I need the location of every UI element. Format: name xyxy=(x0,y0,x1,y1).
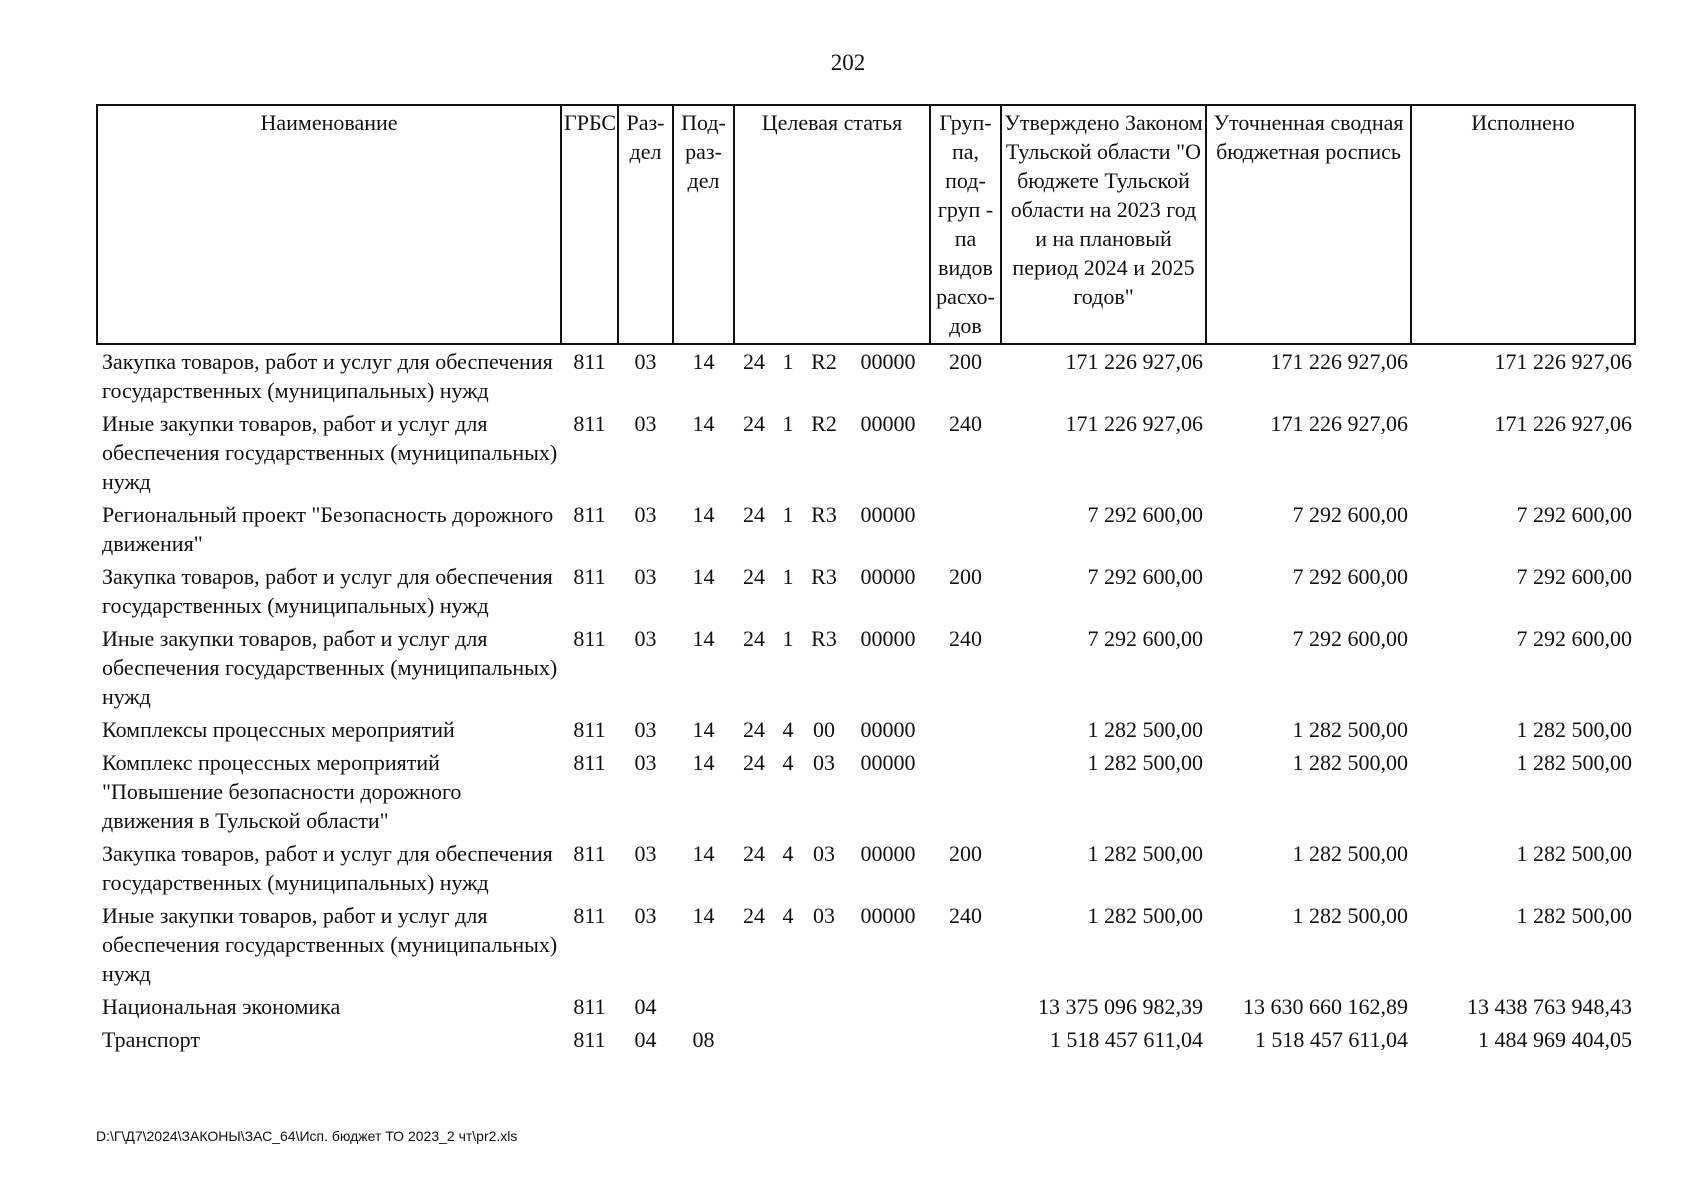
cell-podrazdel: 14 xyxy=(692,750,715,775)
table-row xyxy=(97,498,1635,560)
cell-utv: 13 375 096 982,39 xyxy=(1038,994,1203,1019)
header-utverzhdeno: Утверждено Законом Тульской области "О бюджете Тульской области на 2023 год и на плановый период 2024 и 2025 годов" xyxy=(1001,105,1206,344)
cell-utoch: 1 282 500,00 xyxy=(1292,841,1408,866)
cell-cs1: 24 xyxy=(743,411,765,436)
cell-utv: 1 518 457 611,04 xyxy=(1049,1027,1203,1052)
header-grbs: ГРБС xyxy=(561,105,618,344)
header-podrazdel: Под- раз- дел xyxy=(673,105,734,344)
cell-name: Иные закупки товаров, работ и услуг для обеспечения государственных (муниципальных) нужд xyxy=(102,626,558,709)
cell-podrazdel: 14 xyxy=(692,626,715,651)
cell-name: Комплекс процессных мероприятий "Повышение безопасности дорожного движения в Тульской области" xyxy=(102,750,462,833)
cell-grbs: 811 xyxy=(573,1027,606,1052)
table-row xyxy=(97,899,1635,990)
cell-name: Закупка товаров, работ и услуг для обеспечения государственных (муниципальных) нужд xyxy=(102,349,553,403)
cell-name: Иные закупки товаров, работ и услуг для обеспечения государственных (муниципальных) нужд xyxy=(102,411,558,494)
cell-podrazdel: 14 xyxy=(692,411,715,436)
cell-utoch: 1 282 500,00 xyxy=(1292,717,1408,742)
cell-cs3: R2 xyxy=(811,411,837,436)
cell-razdel: 03 xyxy=(634,349,657,374)
cell-vr xyxy=(930,1023,1001,1056)
table-row xyxy=(97,990,1635,1023)
cell-cs2: 1 xyxy=(782,626,794,651)
cell-cs3: R3 xyxy=(811,626,837,651)
header-utochnennaya: Уточненная сводная бюджетная роспись xyxy=(1206,105,1411,344)
cell-razdel: 03 xyxy=(634,717,657,742)
cell-cs1: 24 xyxy=(743,626,765,651)
table-header-row xyxy=(97,105,1635,344)
cell-cs2 xyxy=(774,1023,802,1056)
cell-cs1: 24 xyxy=(743,349,765,374)
cell-vr xyxy=(930,990,1001,1023)
cell-utv: 1 282 500,00 xyxy=(1087,750,1203,775)
cell-utoch: 7 292 600,00 xyxy=(1292,564,1408,589)
cell-utv: 1 282 500,00 xyxy=(1087,841,1203,866)
cell-utoch: 7 292 600,00 xyxy=(1292,626,1408,651)
cell-cs1 xyxy=(734,1023,774,1056)
cell-grbs: 811 xyxy=(573,717,606,742)
cell-cs4: 00000 xyxy=(860,411,916,436)
cell-cs3: R3 xyxy=(811,502,837,527)
cell-vr xyxy=(930,498,1001,560)
cell-razdel: 03 xyxy=(634,841,657,866)
cell-name: Региональный проект "Безопасность дорожного движения" xyxy=(102,502,554,556)
cell-grbs: 811 xyxy=(573,903,606,928)
cell-cs3: 03 xyxy=(813,841,835,866)
cell-isp: 1 282 500,00 xyxy=(1516,717,1632,742)
table-row xyxy=(97,407,1635,498)
cell-utv: 171 226 927,06 xyxy=(1065,349,1203,374)
cell-cs3 xyxy=(802,990,846,1023)
cell-cs4: 00000 xyxy=(860,717,916,742)
cell-name: Комплексы процессных мероприятий xyxy=(102,717,455,742)
cell-podrazdel: 14 xyxy=(692,349,715,374)
cell-vr xyxy=(930,746,1001,837)
cell-isp: 7 292 600,00 xyxy=(1516,502,1632,527)
cell-utv: 171 226 927,06 xyxy=(1065,411,1203,436)
header-razdel: Раз- дел xyxy=(618,105,673,344)
table-row xyxy=(97,837,1635,899)
cell-razdel: 03 xyxy=(634,626,657,651)
cell-cs2: 4 xyxy=(782,903,794,928)
header-celevaya-statya: Целевая статья xyxy=(734,105,930,344)
cell-cs1 xyxy=(734,990,774,1023)
cell-utoch: 1 518 457 611,04 xyxy=(1254,1027,1408,1052)
cell-razdel: 04 xyxy=(634,1027,657,1052)
cell-isp: 7 292 600,00 xyxy=(1516,564,1632,589)
table-row xyxy=(97,713,1635,746)
cell-grbs: 811 xyxy=(573,349,606,374)
cell-grbs: 811 xyxy=(573,502,606,527)
cell-grbs: 811 xyxy=(573,626,606,651)
header-name: Наименование xyxy=(97,105,561,344)
cell-cs1: 24 xyxy=(743,903,765,928)
cell-name: Иные закупки товаров, работ и услуг для обеспечения государственных (муниципальных) нужд xyxy=(102,903,558,986)
cell-utv: 7 292 600,00 xyxy=(1087,626,1203,651)
footer-file-path: D:\Г\Д7\2024\ЗАКОНЫ\ЗАС_64\Исп. бюджет ТО 2023_2 чт\pr2.xls xyxy=(96,1128,518,1144)
cell-name: Национальная экономика xyxy=(102,994,341,1019)
cell-podrazdel: 14 xyxy=(692,841,715,866)
cell-cs3 xyxy=(802,1023,846,1056)
cell-podrazdel: 14 xyxy=(692,564,715,589)
cell-cs2: 1 xyxy=(782,502,794,527)
cell-razdel: 03 xyxy=(634,750,657,775)
cell-cs4: 00000 xyxy=(860,903,916,928)
cell-cs4: 00000 xyxy=(860,841,916,866)
cell-cs4: 00000 xyxy=(860,349,916,374)
cell-cs4 xyxy=(846,990,930,1023)
cell-podrazdel: 14 xyxy=(692,717,715,742)
cell-podrazdel: 08 xyxy=(692,1027,715,1052)
cell-isp: 171 226 927,06 xyxy=(1494,411,1632,436)
cell-utoch: 7 292 600,00 xyxy=(1292,502,1408,527)
cell-utoch: 171 226 927,06 xyxy=(1270,349,1408,374)
cell-isp: 1 282 500,00 xyxy=(1516,903,1632,928)
cell-cs2: 4 xyxy=(782,841,794,866)
cell-cs3: R3 xyxy=(811,564,837,589)
cell-podrazdel xyxy=(673,990,734,1023)
cell-isp: 171 226 927,06 xyxy=(1494,349,1632,374)
cell-cs3: 03 xyxy=(813,750,835,775)
cell-cs1: 24 xyxy=(743,717,765,742)
cell-grbs: 811 xyxy=(573,411,606,436)
cell-isp: 13 438 763 948,43 xyxy=(1467,994,1632,1019)
cell-razdel: 03 xyxy=(634,411,657,436)
header-gruppa: Груп- па, под- груп - па видов расхо- дов xyxy=(930,105,1001,344)
cell-utoch: 1 282 500,00 xyxy=(1292,903,1408,928)
cell-cs2: 4 xyxy=(782,750,794,775)
cell-razdel: 04 xyxy=(634,994,657,1019)
cell-razdel: 03 xyxy=(634,903,657,928)
cell-cs4: 00000 xyxy=(860,626,916,651)
cell-isp: 1 282 500,00 xyxy=(1516,841,1632,866)
cell-cs2: 4 xyxy=(782,717,794,742)
cell-name: Закупка товаров, работ и услуг для обеспечения государственных (муниципальных) нужд xyxy=(102,564,553,618)
cell-utoch: 171 226 927,06 xyxy=(1270,411,1408,436)
table-row xyxy=(97,622,1635,713)
header-ispolneno: Исполнено xyxy=(1411,105,1635,344)
cell-cs4: 00000 xyxy=(860,564,916,589)
cell-vr: 240 xyxy=(949,626,982,651)
cell-cs3: 03 xyxy=(813,903,835,928)
cell-cs4 xyxy=(846,1023,930,1056)
cell-podrazdel: 14 xyxy=(692,903,715,928)
cell-vr: 200 xyxy=(949,349,982,374)
cell-name: Транспорт xyxy=(102,1027,201,1052)
cell-grbs: 811 xyxy=(573,564,606,589)
cell-utv: 7 292 600,00 xyxy=(1087,564,1203,589)
cell-cs3: R2 xyxy=(811,349,837,374)
cell-name: Закупка товаров, работ и услуг для обеспечения государственных (муниципальных) нужд xyxy=(102,841,553,895)
cell-grbs: 811 xyxy=(573,750,606,775)
table-row xyxy=(97,746,1635,837)
cell-utv: 1 282 500,00 xyxy=(1087,903,1203,928)
cell-cs4: 00000 xyxy=(860,502,916,527)
cell-utv: 7 292 600,00 xyxy=(1087,502,1203,527)
cell-utoch: 1 282 500,00 xyxy=(1292,750,1408,775)
cell-grbs: 811 xyxy=(573,841,606,866)
cell-cs4: 00000 xyxy=(860,750,916,775)
cell-isp: 7 292 600,00 xyxy=(1516,626,1632,651)
cell-grbs: 811 xyxy=(573,994,606,1019)
cell-cs2: 1 xyxy=(782,349,794,374)
cell-vr xyxy=(930,713,1001,746)
cell-cs2: 1 xyxy=(782,564,794,589)
cell-razdel: 03 xyxy=(634,564,657,589)
cell-vr: 200 xyxy=(949,841,982,866)
table-row xyxy=(97,560,1635,622)
cell-vr: 240 xyxy=(949,411,982,436)
cell-cs1: 24 xyxy=(743,841,765,866)
cell-razdel: 03 xyxy=(634,502,657,527)
cell-cs3: 00 xyxy=(813,717,835,742)
cell-vr: 200 xyxy=(949,564,982,589)
cell-cs2 xyxy=(774,990,802,1023)
cell-cs1: 24 xyxy=(743,502,765,527)
cell-isp: 1 282 500,00 xyxy=(1516,750,1632,775)
cell-isp: 1 484 969 404,05 xyxy=(1478,1027,1632,1052)
cell-cs1: 24 xyxy=(743,750,765,775)
table-row xyxy=(97,344,1635,407)
page-number: 202 xyxy=(830,50,866,75)
budget-table xyxy=(96,104,1636,1056)
cell-utv: 1 282 500,00 xyxy=(1087,717,1203,742)
table-row xyxy=(97,1023,1635,1056)
cell-cs2: 1 xyxy=(782,411,794,436)
cell-utoch: 13 630 660 162,89 xyxy=(1243,994,1408,1019)
cell-vr: 240 xyxy=(949,903,982,928)
cell-cs1: 24 xyxy=(743,564,765,589)
cell-podrazdel: 14 xyxy=(692,502,715,527)
table-body xyxy=(97,344,1635,1056)
